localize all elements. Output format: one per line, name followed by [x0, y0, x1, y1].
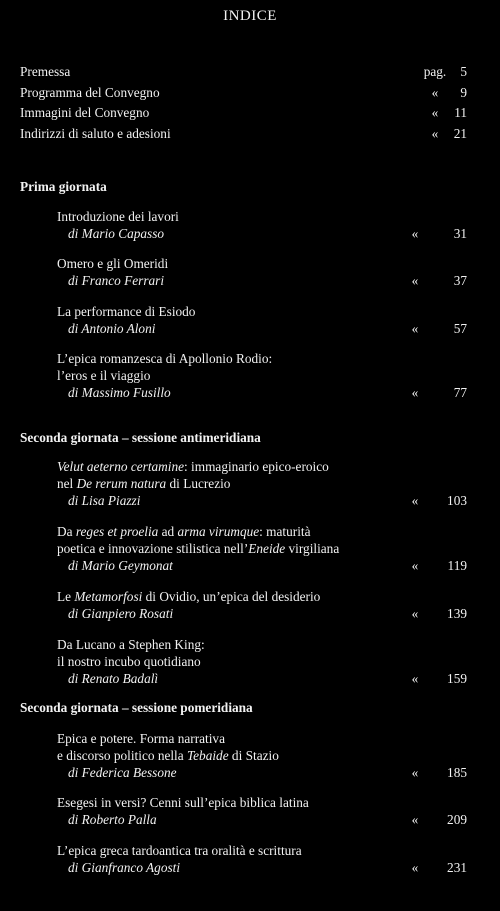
page-number: 21 [453, 126, 467, 141]
entry-title: Premessa [20, 64, 71, 79]
entry-title: Omero e gli Omeridi [57, 256, 169, 271]
toc-entry-author-row[interactable] [68, 226, 467, 242]
page-marker: « [411, 606, 419, 621]
entry-line[interactable] [57, 459, 467, 475]
entry-title: l’eros e il viaggio [57, 368, 151, 383]
toc-entry-indirizzi[interactable] [20, 126, 467, 142]
page-marker: « [411, 671, 419, 686]
entry-line[interactable] [57, 654, 467, 670]
toc-entry-author-row[interactable] [68, 273, 467, 289]
entry-line[interactable] [57, 731, 467, 747]
entry-author: di Mario Geymonat [68, 558, 173, 573]
page-number: 119 [447, 558, 467, 573]
entry-author: di Mario Capasso [68, 226, 165, 241]
page-number: 5 [460, 64, 467, 79]
entry-title-rich: e discorso politico nella Tebaide di Stazio [57, 748, 279, 763]
toc-entry-author-row[interactable] [68, 321, 467, 337]
entry-author: di Gianpiero Rosati [68, 606, 174, 621]
entry-title: Programma del Convegno [20, 85, 160, 100]
page-number: 231 [447, 860, 467, 875]
entry-line[interactable] [57, 524, 467, 540]
toc-entry-premessa[interactable] [20, 64, 467, 80]
page-title: INDICE [223, 8, 277, 24]
entry-line[interactable] [57, 476, 467, 492]
toc-entry-programma[interactable] [20, 85, 467, 101]
entry-title: L’epica greca tardoantica tra oralità e scrittura [57, 843, 302, 858]
page-marker: « [411, 321, 419, 336]
toc-entry-author-row[interactable] [68, 606, 467, 622]
page-marker: « [431, 85, 439, 100]
entry-line[interactable] [57, 541, 467, 557]
toc-entry-author-row[interactable] [68, 493, 467, 509]
entry-title: Introduzione dei lavori [57, 209, 179, 224]
entry-line[interactable] [57, 256, 467, 272]
page-marker: « [411, 385, 419, 400]
entry-author: di Gianfranco Agosti [68, 860, 181, 875]
page-marker: « [411, 493, 419, 508]
page-number: 11 [454, 105, 467, 120]
entry-line[interactable] [57, 843, 467, 859]
toc-entry-author-row[interactable] [68, 765, 467, 781]
entry-title: Indirizzi di saluto e adesioni [20, 126, 171, 141]
toc-entry-author-row[interactable] [68, 812, 467, 828]
section-heading: Seconda giornata – sessione pomeridiana [20, 700, 253, 715]
page-number: 77 [453, 385, 467, 400]
toc-entry-author-row[interactable] [68, 385, 467, 401]
entry-author: di Massimo Fusillo [68, 385, 171, 400]
page-marker: « [411, 558, 419, 573]
page-marker: « [431, 105, 439, 120]
page-marker: pag. [423, 64, 447, 79]
page-number: 37 [453, 273, 467, 288]
entry-author: di Franco Ferrari [68, 273, 165, 288]
page-number: 185 [447, 765, 467, 780]
entry-title: Epica e potere. Forma narrativa [57, 731, 225, 746]
toc-entry-author-row[interactable] [68, 860, 467, 876]
entry-title-rich: poetica e innovazione stilistica nell’Eneide virgiliana [57, 541, 340, 556]
page-marker: « [411, 860, 419, 875]
entry-author: di Lisa Piazzi [68, 493, 141, 508]
page-number: 159 [447, 671, 467, 686]
entry-title: Esegesi in versi? Cenni sull’epica biblica latina [57, 795, 309, 810]
entry-author: di Renato Badalì [68, 671, 159, 686]
entry-line[interactable] [57, 637, 467, 653]
entry-title: il nostro incubo quotidiano [57, 654, 201, 669]
page-number: 139 [447, 606, 467, 621]
page-number: 209 [447, 812, 467, 827]
entry-title-rich: Da reges et proelia ad arma virumque: maturità [57, 524, 311, 539]
entry-line[interactable] [57, 351, 467, 367]
entry-line[interactable] [57, 368, 467, 384]
entry-line[interactable] [57, 304, 467, 320]
entry-line[interactable] [57, 209, 467, 225]
entry-title-rich: Le Metamorfosi di Ovidio, un’epica del desiderio [57, 589, 321, 604]
page-marker: « [431, 126, 439, 141]
entry-line[interactable] [57, 795, 467, 811]
entry-title: La performance di Esiodo [57, 304, 196, 319]
page-marker: « [411, 273, 419, 288]
page-number: 57 [453, 321, 467, 336]
toc-entry-author-row[interactable] [68, 671, 467, 687]
toc-entry-immagini[interactable] [20, 105, 467, 121]
entry-title: Immagini del Convegno [20, 105, 150, 120]
entry-title: L’epica romanzesca di Apollonio Rodio: [57, 351, 273, 366]
entry-title-rich: nel De rerum natura di Lucrezio [57, 476, 231, 491]
section-heading: Prima giornata [20, 179, 107, 194]
entry-title: Da Lucano a Stephen King: [57, 637, 205, 652]
entry-author: di Roberto Palla [68, 812, 157, 827]
page-marker: « [411, 765, 419, 780]
entry-line[interactable] [57, 748, 467, 764]
page-number: 103 [447, 493, 467, 508]
page-marker: « [411, 812, 419, 827]
entry-title-rich: Velut aeterno certamine: immaginario epico-eroico [57, 459, 329, 474]
entry-author: di Federica Bessone [68, 765, 177, 780]
page-number: 31 [453, 226, 467, 241]
section-heading: Seconda giornata – sessione antimeridiana [20, 430, 261, 445]
entry-line[interactable] [57, 589, 467, 605]
toc-entry-author-row[interactable] [68, 558, 467, 574]
entry-author: di Antonio Aloni [68, 321, 156, 336]
page-marker: « [411, 226, 419, 241]
page-number: 9 [460, 85, 467, 100]
